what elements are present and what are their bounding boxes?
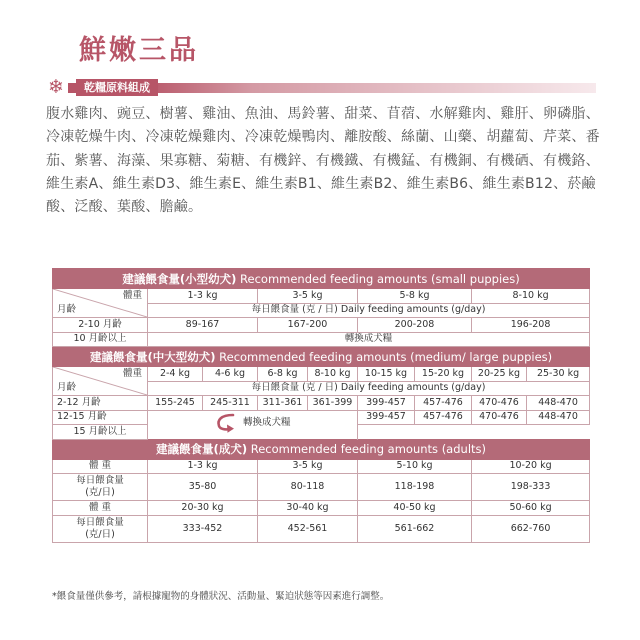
small-value-3: 200-208 — [358, 318, 472, 333]
snowflake-icon: ❄ — [48, 76, 64, 98]
small-weight-2: 3-5 kg — [258, 289, 358, 304]
section-header — [46, 77, 596, 97]
large-corner-cell — [53, 367, 148, 396]
large-switch-cell — [148, 410, 358, 439]
large-r1-v2: 245-311 — [203, 396, 258, 411]
large-weight-2: 4-6 kg — [203, 367, 258, 382]
adults-header: 建議餵食量(成犬) Recommended feeding amounts (adults) — [53, 439, 590, 459]
adult-weight-6: 30-40 kg — [258, 501, 358, 516]
adult-weight-3: 5-10 kg — [358, 459, 472, 474]
small-corner-cell — [53, 289, 148, 318]
adult-amount-7: 561-662 — [358, 515, 472, 542]
adult-amount-label-2: 每日餵食量 (克/日) — [53, 515, 148, 542]
small-age-cell: 2-10 月齡 — [53, 318, 148, 333]
large-weight-5: 10-15 kg — [358, 367, 415, 382]
small-weight-3: 5-8 kg — [358, 289, 472, 304]
large-switch-text: 轉換成犬糧 — [243, 416, 291, 428]
adult-weight-2: 3-5 kg — [258, 459, 358, 474]
large-weight-1: 2-4 kg — [148, 367, 203, 382]
adult-amount-1: 35-80 — [148, 474, 258, 501]
curved-arrow-icon — [213, 412, 239, 434]
large-weight-6: 15-20 kg — [415, 367, 472, 382]
large-weight-7: 20-25 kg — [472, 367, 527, 382]
large-age-row3: 15 月齡以上 — [53, 425, 148, 440]
large-empty-cell — [358, 425, 590, 440]
adult-weight-label-1: 體 重 — [53, 459, 148, 474]
small-daily-label: 每日餵食量 (克 / 日) Daily feeding amounts (g/day) — [148, 303, 590, 318]
adult-amount-8: 662-760 — [472, 515, 590, 542]
large-r1-v8: 448-470 — [527, 396, 590, 411]
large-daily-label: 每日餵食量 (克 / 日) Daily feeding amounts (g/day) — [148, 381, 590, 396]
large-weight-8: 25-30 kg — [527, 367, 590, 382]
adult-weight-1: 1-3 kg — [148, 459, 258, 474]
large-weight-3: 6-8 kg — [258, 367, 308, 382]
adult-amount-4: 198-333 — [472, 474, 590, 501]
small-weight-4: 8-10 kg — [472, 289, 590, 304]
small-corner-weight: 體重 — [122, 290, 142, 301]
large-corner-weight: 體重 — [122, 368, 142, 379]
large-r2-v1: 399-457 — [358, 410, 415, 425]
large-age-row1: 2-12 月齡 — [53, 396, 148, 411]
adult-amount-3: 118-198 — [358, 474, 472, 501]
small-value-4: 196-208 — [472, 318, 590, 333]
small-switch-text: 轉換成犬糧 — [148, 332, 590, 347]
large-r1-v1: 155-245 — [148, 396, 203, 411]
adult-amount-label-1: 每日餵食量 (克/日) — [53, 474, 148, 501]
feeding-table — [52, 268, 590, 543]
small-switch-age: 10 月齡以上 — [53, 332, 148, 347]
large-r1-v7: 470-476 — [472, 396, 527, 411]
large-puppies-header: 建議餵食量(中大型幼犬) Recommended feeding amounts (medium/ large puppies) — [53, 347, 590, 367]
large-r1-v4: 361-399 — [308, 396, 358, 411]
large-r2-v2: 457-476 — [415, 410, 472, 425]
large-r1-v5: 399-457 — [358, 396, 415, 411]
small-weight-1: 1-3 kg — [148, 289, 258, 304]
product-title: 鮮嫩三品 — [79, 35, 199, 66]
large-age-row2: 12-15 月齡 — [53, 410, 148, 425]
small-value-2: 167-200 — [258, 318, 358, 333]
adult-weight-7: 40-50 kg — [358, 501, 472, 516]
ingredients-list: 腹水雞肉、豌豆、樹薯、雞油、魚油、馬鈴薯、甜菜、苜蓿、水解雞肉、雞肝、卵磷脂、冷凍乾燥牛肉、冷凍乾燥雞肉、冷凍乾燥鴨肉、離胺酸、絲蘭、山藥、胡蘿蔔、芹菜、番茄、紫薯、海藻、果寡糖、菊糖、有機鋅、有機鐵、有機錳、有機銅、有機硒、有機鉻、維生素A、維生素D3、維生素E、維生素B1、維生素B2、維生素B6、維生素B12、菸鹼酸、泛酸、葉酸、膽鹼。 — [46, 106, 600, 216]
large-weight-4: 8-10 kg — [308, 367, 358, 382]
large-corner-age: 月齡 — [57, 382, 77, 393]
adult-amount-2: 80-118 — [258, 474, 358, 501]
large-r2-v4: 448-470 — [527, 410, 590, 425]
small-corner-age: 月齡 — [57, 304, 77, 315]
small-value-1: 89-167 — [148, 318, 258, 333]
large-r2-v3: 470-476 — [472, 410, 527, 425]
adult-weight-5: 20-30 kg — [148, 501, 258, 516]
adult-weight-8: 50-60 kg — [472, 501, 590, 516]
adult-amount-5: 333-452 — [148, 515, 258, 542]
large-r1-v3: 311-361 — [258, 396, 308, 411]
footnote: *餵食量僅供參考，請根據寵物的身體狀況、活動量、緊迫狀態等因素進行調整。 — [52, 591, 390, 602]
large-r1-v6: 457-476 — [415, 396, 472, 411]
adult-weight-4: 10-20 kg — [472, 459, 590, 474]
section-label: 乾糧原料組成 — [76, 79, 158, 96]
adult-amount-6: 452-561 — [258, 515, 358, 542]
small-puppies-header: 建議餵食量(小型幼犬) Recommended feeding amounts (small puppies) — [53, 269, 590, 289]
adult-weight-label-2: 體 重 — [53, 501, 148, 516]
